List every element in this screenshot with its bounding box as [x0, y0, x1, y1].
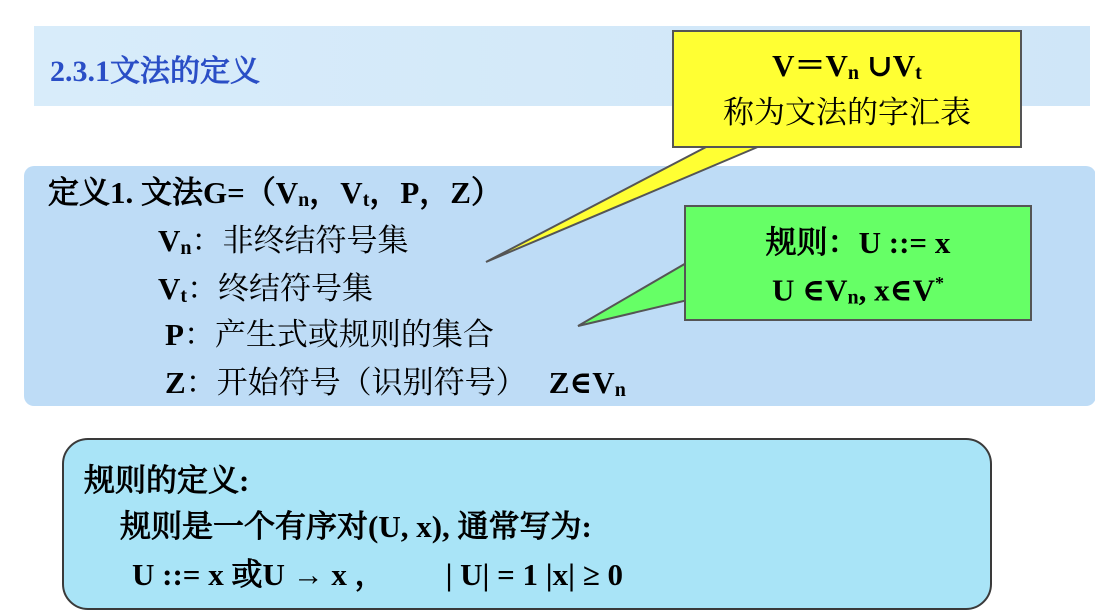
rule-notation-lengths: | U| = 1 |x| ≥ 0	[445, 557, 623, 592]
rule-callout	[684, 205, 1032, 321]
green-callout-tail	[578, 262, 688, 326]
vocabulary-formula-a: V＝V	[772, 48, 848, 83]
vocabulary-formula-b: ∪V	[859, 48, 916, 83]
rule-callout-line-2	[686, 263, 1030, 317]
rule-callout-u-member: U ∈V	[772, 272, 848, 308]
vocabulary-formula-sub-n: n	[847, 62, 860, 84]
grammar-tuple-mid: ，V	[309, 175, 363, 210]
grammar-tuple-sub-t: t	[362, 189, 370, 211]
vt-symbol: V	[158, 271, 181, 306]
slide-title: 2.3.1文法的定义	[50, 55, 260, 88]
vn-description: ：非终结符号集	[191, 223, 409, 258]
rule-description: 规则是一个有序对(U, x), 通常写为:	[120, 509, 592, 544]
p-description: ：产生式或规则的集合	[183, 317, 494, 352]
grammar-tuple-sub-n: n	[298, 189, 310, 211]
rule-callout-form: U ::= x	[858, 225, 951, 260]
z-membership: Z∈V	[548, 365, 615, 400]
vocabulary-caption: 称为文法的字汇表	[723, 95, 971, 130]
vocabulary-callout	[672, 30, 1022, 148]
vn-symbol: V	[158, 223, 181, 258]
grammar-tuple-start: 文法G=（V	[133, 175, 299, 210]
vocabulary-formula	[674, 46, 1020, 93]
grammar-tuple-end: ，P，Z）	[369, 175, 502, 210]
rule-callout-line-1	[686, 223, 1030, 263]
rule-callout-x-member: , x∈V	[858, 272, 935, 308]
rule-callout-sub-n: n	[847, 286, 859, 309]
rule-callout-label: 规则：	[765, 225, 859, 260]
z-symbol: Z	[165, 365, 186, 400]
definition-label: 定义1.	[48, 175, 134, 210]
z-membership-sub: n	[614, 379, 626, 401]
rule-notation-forms: U ::= x 或U → x ，	[132, 557, 386, 592]
vt-description: ：终结符号集	[187, 271, 374, 306]
rule-callout-star: *	[934, 273, 944, 293]
vocabulary-formula-sub-t: t	[915, 62, 922, 84]
vt-symbol-sub: t	[180, 285, 188, 307]
rule-heading: 规则的定义:	[84, 463, 250, 498]
z-description: ：开始符号（识别符号）	[185, 365, 527, 400]
p-symbol: P	[165, 317, 184, 352]
vn-symbol-sub: n	[180, 237, 192, 259]
